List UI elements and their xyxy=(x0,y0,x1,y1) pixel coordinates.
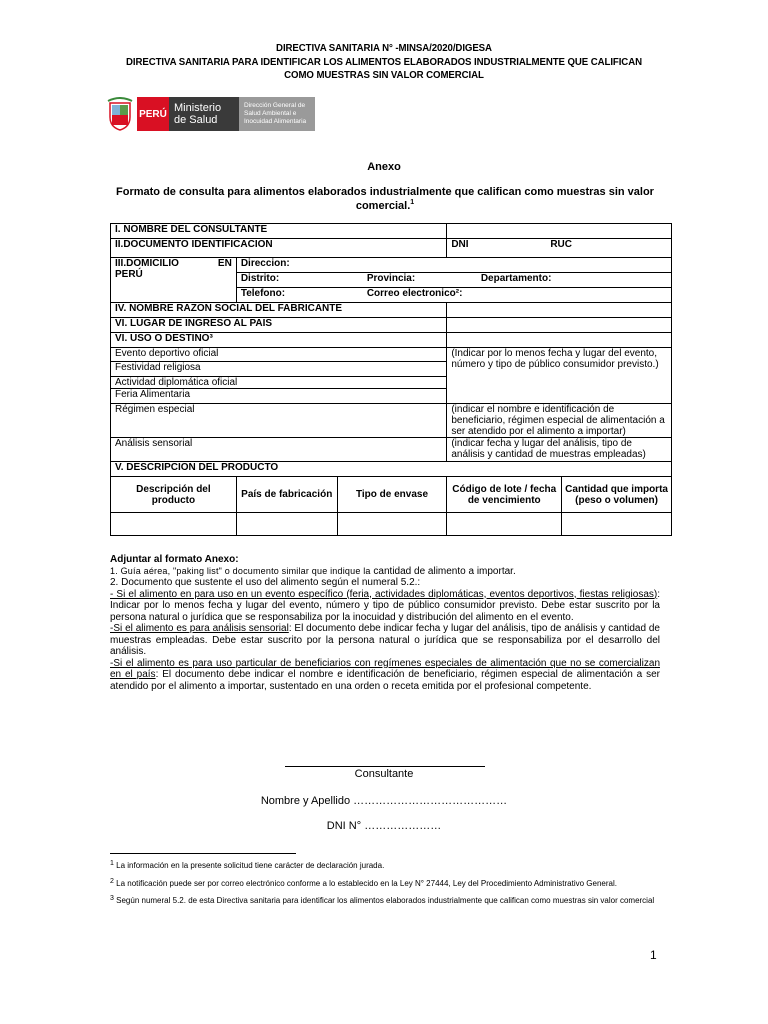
consultant-name-label: I. NOMBRE DEL CONSULTANTE xyxy=(111,224,447,239)
use-item-special-regime: Régimen especial xyxy=(111,404,447,438)
ministry-logo xyxy=(106,96,315,132)
use-destination-field[interactable] xyxy=(447,333,672,348)
logo-directorate xyxy=(239,97,315,131)
directive-title-header: DIRECTIVA SANITARIA PARA IDENTIFICAR LOS ALIMENTOS ELABORADOS INDUSTRIALMENTE QUE CALIFICAN xyxy=(126,56,642,68)
attachment-sensory-text: : El documento debe indicar fecha y lugar del análisis, tipo de análisis y cantidad de muestras empleadas. Debe estar suscrito por la persona natural o jurídica que se responsabiliza por el desarrollo del análisis. xyxy=(110,623,660,657)
footnote-2-text: La notificación puede ser por correo electrónico conforme a lo establecido en la Ley N° 27444, Ley del Procedimiento Administrativo General. xyxy=(116,879,617,888)
footnote-2 xyxy=(110,878,670,889)
footnote-3-text: Según numeral 5.2. de esta Directiva sanitaria para identificar los alimentos elaborados industrialmente que califican como muestras sin valor comercial xyxy=(116,896,655,905)
annex-title-text: Formato de consulta para alimentos elaborados industrialmente que califican como muestras sin valor comercial. xyxy=(116,186,654,212)
use-item-food-fair: Feria Alimentaria xyxy=(111,389,447,404)
use-item-sensory: Análisis sensorial xyxy=(111,438,447,462)
attachment-event-lead: - Si el alimento en para uso en un evento específico (feria, actividades diplomáticas, eventos deportivos, fiestas religiosas) xyxy=(110,588,658,600)
id-document-field[interactable] xyxy=(447,239,672,258)
attachment-paragraph-sensory xyxy=(110,623,660,658)
logo-directorate-line3: Inocuidad Alimentaria xyxy=(244,118,307,125)
attachment-event-text: : Indicar por lo menos fecha y lugar del evento, número y tipo de público consumidor previsto. Debe estar suscrito por la persona natural o jurídica que se responsabiliza por la inocuidad y distribución del alimento en el evento. xyxy=(110,588,660,623)
contact-field[interactable] xyxy=(236,288,671,303)
attachment-regime-lead: -Si el alimento es para uso particular de beneficiarios con regímenes especiales de alimentación que no se comercializan en el país xyxy=(110,657,660,680)
annex-heading: Anexo xyxy=(367,161,401,173)
use-item-religious: Festividad religiosa xyxy=(111,362,447,377)
signature-dni-line: DNI N° ………………… xyxy=(326,820,442,832)
logo-ministry xyxy=(169,97,239,131)
attachment-item-1-b: cantidad de alimento a importar. xyxy=(370,565,516,577)
directive-title-header-cont: COMO MUESTRAS SIN VALOR COMERCIAL xyxy=(284,69,484,81)
attachment-item-1 xyxy=(110,566,660,578)
district-label: Distrito: xyxy=(240,273,280,284)
logo-country: PERÚ xyxy=(137,97,169,131)
col-lot-expiry: Código de lote / fecha de vencimiento xyxy=(447,477,562,513)
footnote-separator xyxy=(110,853,296,854)
use-note-regime: (indicar el nombre e identificación de beneficiario, régimen especial de alimentación a ser atendido por el alimento a importar) xyxy=(447,404,672,438)
footnote-1 xyxy=(110,860,670,871)
product-lot-cell[interactable] xyxy=(447,513,562,536)
address-label: Direccion: xyxy=(240,258,290,269)
coat-of-arms-icon xyxy=(106,97,134,131)
manufacturer-field[interactable] xyxy=(447,303,672,318)
domicile-label-c: PERÚ xyxy=(115,269,143,280)
ruc-label: RUC xyxy=(550,239,572,250)
attachment-item-1-a: 1. Guía aérea, "paking list" o documento similar que indique la xyxy=(110,565,371,576)
department-label: Departamento: xyxy=(480,273,552,284)
entry-place-label: VI. LUGAR DE INGRESO AL PAIS xyxy=(111,318,447,333)
attachment-paragraph-regime xyxy=(110,658,660,693)
logo-ministry-line1: Ministerio xyxy=(174,102,222,114)
use-item-sport-event: Evento deportivo oficial xyxy=(111,348,447,362)
attachments-heading: Adjuntar al formato Anexo: xyxy=(110,554,239,565)
attachment-regime-text: : El documento debe indicar el nombre e identificación de beneficiario, régimen especial de alimentación a ser atendido por el alimento a importar, sustentado en una orden o receta emitida por el profesional competente. xyxy=(110,669,660,692)
page-number: 1 xyxy=(650,948,657,962)
footnote-1-text: La información en la presente solicitud tiene carácter de declaración jurada. xyxy=(116,861,385,870)
signature-name-line: Nombre y Apellido …………………………………… xyxy=(260,795,508,807)
product-description-section: V. DESCRIPCION DEL PRODUCTO xyxy=(111,462,672,477)
col-country: País de fabricación xyxy=(236,477,337,513)
domicile-label xyxy=(111,258,237,303)
use-note-event: (Indicar por lo menos fecha y lugar del evento, número y tipo de público consumidor previsto.) xyxy=(447,348,672,404)
product-packaging-cell[interactable] xyxy=(337,513,447,536)
use-item-diplomatic: Actividad diplomática oficial xyxy=(111,377,447,389)
col-description: Descripción del producto xyxy=(111,477,237,513)
address-field[interactable] xyxy=(236,258,671,273)
col-packaging: Tipo de envase xyxy=(337,477,447,513)
footnote-3-number: 3 xyxy=(110,895,114,902)
attachment-item-2: 2. Documento que sustente el uso del alimento según el numeral 5.2.: xyxy=(110,577,421,588)
logo-ministry-line2: de Salud xyxy=(174,114,218,126)
use-note-sensory: (indicar fecha y lugar del análisis, tipo de análisis y cantidad de muestras empleadas) xyxy=(447,438,672,462)
footnote-2-number: 2 xyxy=(110,878,114,885)
product-quantity-cell[interactable] xyxy=(562,513,672,536)
entry-place-field[interactable] xyxy=(447,318,672,333)
logo-directorate-line2: Salud Ambiental e xyxy=(244,110,297,117)
logo-directorate-line1: Dirección General de xyxy=(244,102,306,109)
footnote-ref-1: 1 xyxy=(410,199,415,206)
footnote-3 xyxy=(110,895,670,906)
phone-label: Telefono: xyxy=(240,288,286,299)
consultant-name-field[interactable] xyxy=(447,224,672,239)
attachments-section xyxy=(110,554,660,692)
consultation-form-table xyxy=(110,223,672,536)
email-label: Correo electronico²: xyxy=(366,288,463,299)
signature-label: Consultante xyxy=(354,768,414,780)
province-label: Provincia: xyxy=(366,273,416,284)
domicile-label-b: EN xyxy=(217,258,232,269)
id-document-label: II.DOCUMENTO IDENTIFICACION xyxy=(111,239,447,258)
manufacturer-label: IV. NOMBRE RAZON SOCIAL DEL FABRICANTE xyxy=(111,303,447,318)
col-quantity: Cantidad que importa (peso o volumen) xyxy=(562,477,672,513)
signature-line xyxy=(285,766,485,767)
annex-title xyxy=(110,185,660,213)
directive-number-header: DIRECTIVA SANITARIA N° -MINSA/2020/DIGESA xyxy=(276,42,492,54)
domicile-label-a: III.DOMICILIO xyxy=(115,258,179,269)
use-destination-label: VI. USO O DESTINO³ xyxy=(111,333,447,348)
product-description-cell[interactable] xyxy=(111,513,237,536)
dni-label: DNI xyxy=(451,239,469,250)
footnote-1-number: 1 xyxy=(110,860,114,867)
attachment-sensory-lead: -Si el alimento es para análisis sensorial xyxy=(110,623,289,634)
location-field[interactable] xyxy=(236,273,671,288)
product-country-cell[interactable] xyxy=(236,513,337,536)
attachment-paragraph-event xyxy=(110,589,660,624)
